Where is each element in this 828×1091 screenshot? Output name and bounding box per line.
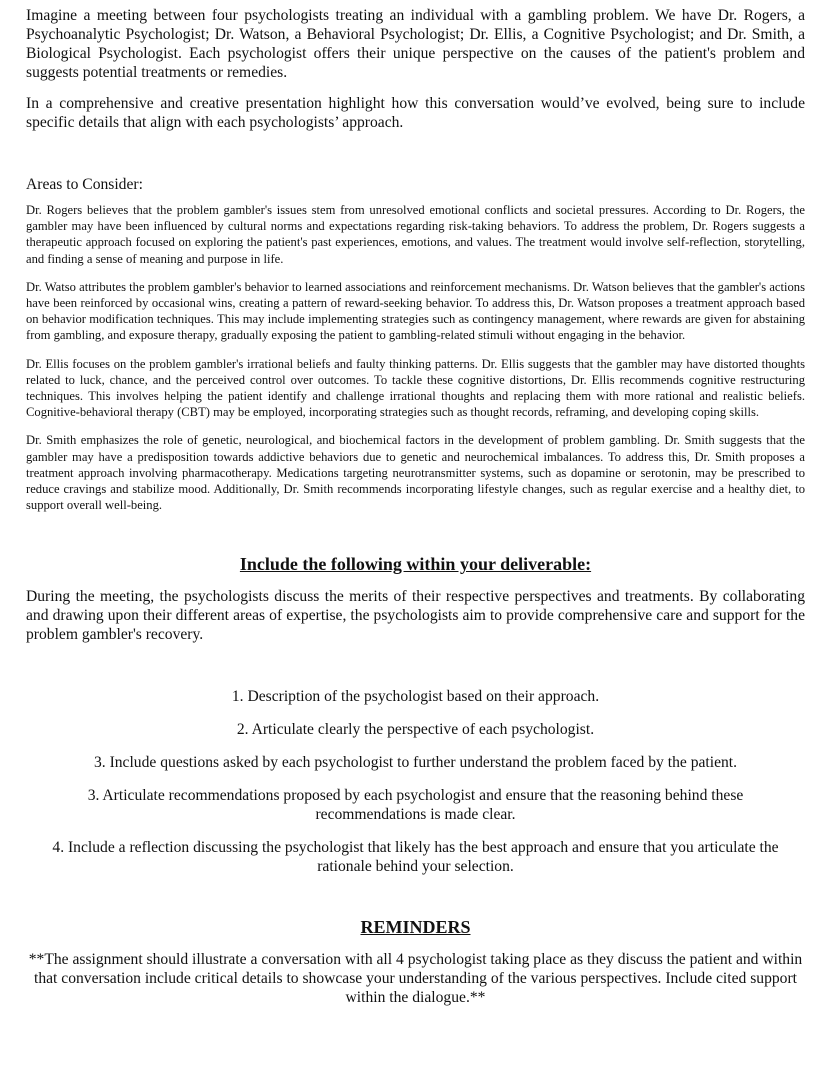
rogers-paragraph: Dr. Rogers believes that the problem gambler's issues stem from unresolved emotional conflicts and societal pressures. According to Dr. Rogers, the gambler may have been influenced by cultural norms and expectations regarding risk-taking behaviors. To address the problem, Dr. Rogers suggests a therapeutic approach focused on exploring the patient's past experiences, emotions, and values. The treatment would involve self-reflection, storytelling, and finding a sense of meaning and purpose in life. [26, 203, 805, 266]
watson-paragraph: Dr. Watso attributes the problem gambler's behavior to learned associations and reinforcement mechanisms. Dr. Watson believes that the gambler's actions have been reinforced by occasional wins, creating a pattern of reward-seeking behavior. To address this, Dr. Watson proposes a treatment approach based on behavior modification techniques. This may include implementing strategies such as contingency management, where rewards are given for abstaining from gambling, and exposure therapy, gradually exposing the patient to gambling-related stimuli without engaging in the behavior. [26, 279, 805, 343]
ellis-paragraph: Dr. Ellis focuses on the problem gambler's irrational beliefs and faulty thinking patterns. Dr. Ellis suggests that the gambler may have distorted thoughts related to luck, chance, and the perceived control over outcomes. To tackle these cognitive distortions, Dr. Ellis recommends cognitive restructuring techniques. This involves helping the patient identify and challenge irrational thoughts and replacing them with more rational and realistic beliefs. Cognitive-behavioral therapy (CBT) may be employed, incorporating strategies such as thought records, reframing, and developing coping skills. [26, 356, 805, 420]
list-item: 1. Description of the psychologist based on their approach. [231, 688, 600, 706]
smith-paragraph: Dr. Smith emphasizes the role of genetic, neurological, and biochemical factors in the development of problem gambling. Dr. Smith suggests that the gambler may have a predisposition towards addictive behaviors due to genetic and neurochemical imbalances. To address this, Dr. Smith proposes a treatment approach involving pharmacotherapy. Medications targeting neurotransmitter systems, such as dopamine or serotonin, may be prescribed to reduce cravings and stabilize mood. Additionally, Dr. Smith recommends incorporating lifestyle changes, such as regular exercise and a healthy diet, to support overall well-being. [26, 433, 805, 513]
intro-paragraph-1: Imagine a meeting between four psychologists treating an individual with a gambling problem. We have Dr. Rogers, a Psychoanalytic Psychologist; Dr. Watson, a Behavioral Psychologist; Dr. Ellis, a Cognitive Psychologist; and Dr. Smith, a Biological Psychologist. Each psychologist offers their unique perspective on the causes of the patient's problem and suggests potential treatments or remedies. [26, 7, 805, 81]
list-item: 3. Include questions asked by each psychologist to further understand the problem faced by the patient. [93, 754, 738, 772]
reminders-heading: REMINDERS [360, 917, 471, 938]
deliverable-heading: Include the following within your deliverable: [239, 554, 592, 575]
list-item: 2. Articulate clearly the perspective of each psychologist. [236, 721, 595, 739]
intro-paragraph-2: In a comprehensive and creative presentation highlight how this conversation would’ve evolved, being sure to include specific details that align with each psychologists’ approach. [26, 95, 805, 131]
deliverable-list [26, 687, 805, 876]
list-item: 3. Articulate recommendations proposed by each psychologist and ensure that the reasoning behind these recommendations is made clear. [87, 787, 744, 824]
deliverable-paragraph: During the meeting, the psychologists discuss the merits of their respective perspectives and treatments. By collaborating and drawing upon their different areas of expertise, the psychologists aim to provide comprehensive care and support for the problem gambler's recovery. [26, 588, 805, 644]
reminders-text: **The assignment should illustrate a conversation with all 4 psychologist taking place as they discuss the patient and within that conversation include critical details to showcase your understanding of the various perspectives. Include cited support within the dialogue.** [28, 951, 803, 1007]
list-item: 4. Include a reflection discussing the psychologist that likely has the best approach and ensure that you articulate the rationale behind your selection. [52, 839, 779, 876]
areas-heading: Areas to Consider: [26, 176, 143, 193]
